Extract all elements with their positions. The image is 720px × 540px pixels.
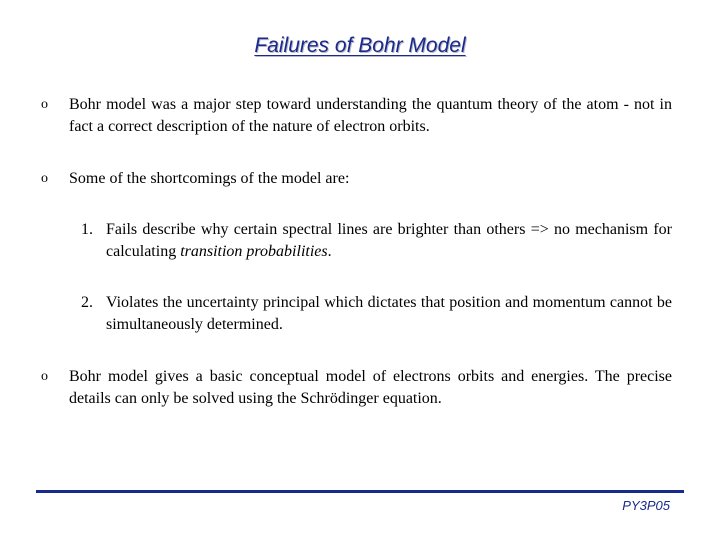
item-number: 1. bbox=[81, 221, 93, 238]
numbered-item-text bbox=[106, 292, 672, 336]
bullet-marker: o bbox=[41, 171, 48, 186]
item-text: Violates the uncertainty principal which dictates that position and momentum cannot be simultaneously determined. bbox=[106, 294, 672, 333]
item-text-end: . bbox=[327, 243, 332, 260]
bullet-marker: o bbox=[41, 97, 48, 112]
slide-title: Failures of Bohr Model bbox=[254, 34, 466, 57]
item-number: 2. bbox=[81, 294, 93, 311]
footer-course-code: PY3P05 bbox=[622, 498, 670, 513]
numbered-item-text bbox=[106, 219, 672, 263]
bullet-text: Some of the shortcomings of the model are: bbox=[69, 170, 350, 187]
item-text: Fails describe why certain spectral lines are brighter than others => no mechanism for calculating bbox=[106, 221, 672, 260]
bullet-marker: o bbox=[41, 369, 48, 384]
footer-divider bbox=[36, 490, 684, 493]
item-emphasis: transition probabilities bbox=[180, 243, 328, 260]
bullet-text: Bohr model gives a basic conceptual model of electrons orbits and energies. The precise details can only be solved using the Schrödinger equation. bbox=[69, 368, 672, 407]
bullet-text: Bohr model was a major step toward understanding the quantum theory of the atom - not in fact a correct description of the nature of electron orbits. bbox=[69, 96, 672, 135]
